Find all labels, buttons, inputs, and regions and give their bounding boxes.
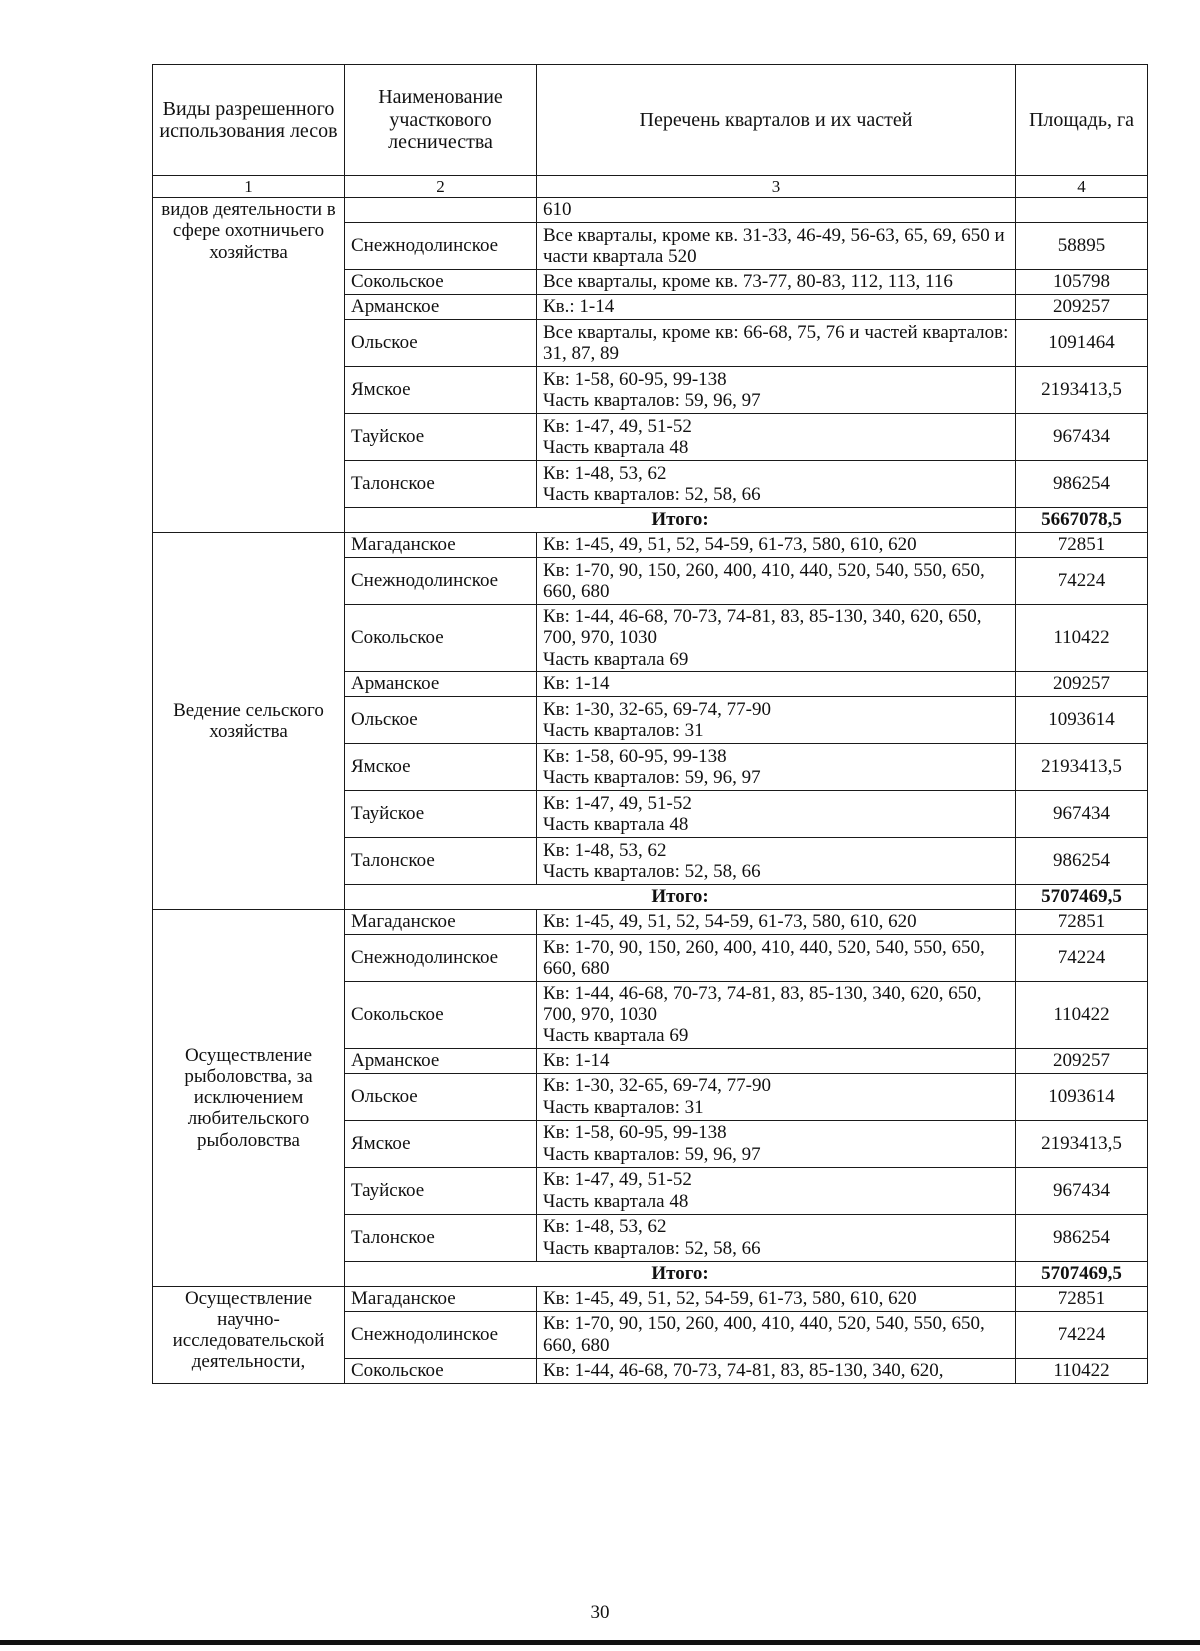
total-value: 5707469,5: [1016, 884, 1148, 909]
quarters-list-cell: Кв: 1-70, 90, 150, 260, 400, 410, 440, 520, 540, 550, 650, 660, 680: [537, 1311, 1016, 1358]
forestry-name-cell: [345, 198, 537, 223]
use-type-cell: Осуществление научно-исследовательской деятельности,: [153, 1286, 345, 1383]
forestry-name-cell: Ямское: [345, 367, 537, 414]
quarters-list-cell: Кв: 1-48, 53, 62 Часть кварталов: 52, 58, 66: [537, 1214, 1016, 1261]
forestry-name-cell: Талонское: [345, 1214, 537, 1261]
quarters-list-cell: Кв: 1-44, 46-68, 70-73, 74-81, 83, 85-130, 340, 620, 650, 700, 970, 1030 Часть квартала 69: [537, 981, 1016, 1048]
area-cell: 986254: [1016, 1214, 1148, 1261]
quarters-list-cell: Кв: 1-58, 60-95, 99-138 Часть кварталов: 59, 96, 97: [537, 743, 1016, 790]
forestry-name-cell: Тауйское: [345, 1167, 537, 1214]
use-type-cell: видов деятельности в сфере охотничьего хозяйства: [153, 198, 345, 533]
quarters-list-cell: Все кварталы, кроме кв. 73-77, 80-83, 112, 113, 116: [537, 270, 1016, 295]
quarters-list-cell: Кв: 1-30, 32-65, 69-74, 77-90 Часть кварталов: 31: [537, 696, 1016, 743]
area-cell: 72851: [1016, 1286, 1148, 1311]
forestry-name-cell: Арманское: [345, 1048, 537, 1073]
area-cell: 986254: [1016, 461, 1148, 508]
header-forestry-name: Наименование участкового лесничества: [345, 65, 537, 176]
forestry-name-cell: Сокольское: [345, 270, 537, 295]
quarters-list-cell: Кв: 1-45, 49, 51, 52, 54-59, 61-73, 580, 610, 620: [537, 533, 1016, 558]
forest-use-table: [152, 64, 1148, 1384]
use-type-cell: Осуществление рыболовства, за исключением любительского рыболовства: [153, 909, 345, 1286]
total-value: 5667078,5: [1016, 508, 1148, 533]
table-row: [153, 909, 1148, 934]
forestry-name-cell: Снежнодолинское: [345, 934, 537, 981]
area-cell: 2193413,5: [1016, 743, 1148, 790]
total-label: Итого:: [345, 1261, 1016, 1286]
quarters-list-cell: Кв: 1-44, 46-68, 70-73, 74-81, 83, 85-130, 340, 620, 650, 700, 970, 1030 Часть квартала 69: [537, 605, 1016, 672]
area-cell: [1016, 198, 1148, 223]
use-type-cell: Ведение сельского хозяйства: [153, 533, 345, 910]
header-area: Площадь, га: [1016, 65, 1148, 176]
forestry-name-cell: Тауйское: [345, 414, 537, 461]
area-cell: 105798: [1016, 270, 1148, 295]
quarters-list-cell: Кв: 1-48, 53, 62 Часть кварталов: 52, 58, 66: [537, 837, 1016, 884]
forestry-name-cell: Ольское: [345, 320, 537, 367]
quarters-list-cell: Кв: 1-14: [537, 671, 1016, 696]
forestry-name-cell: Магаданское: [345, 533, 537, 558]
area-cell: 110422: [1016, 981, 1148, 1048]
column-number-1: 1: [153, 176, 345, 198]
quarters-list-cell: Кв: 1-48, 53, 62 Часть кварталов: 52, 58, 66: [537, 461, 1016, 508]
table-row: [153, 1286, 1148, 1311]
area-cell: 1091464: [1016, 320, 1148, 367]
quarters-list-cell: Кв: 1-47, 49, 51-52 Часть квартала 48: [537, 414, 1016, 461]
forestry-name-cell: Снежнодолинское: [345, 223, 537, 270]
forestry-name-cell: Тауйское: [345, 790, 537, 837]
forestry-name-cell: Арманское: [345, 295, 537, 320]
forestry-name-cell: Ямское: [345, 1120, 537, 1167]
forestry-name-cell: Ольское: [345, 1073, 537, 1120]
bottom-rule: [0, 1640, 1200, 1645]
area-cell: 967434: [1016, 1167, 1148, 1214]
area-cell: 74224: [1016, 558, 1148, 605]
column-number-2: 2: [345, 176, 537, 198]
forestry-name-cell: Снежнодолинское: [345, 558, 537, 605]
forestry-name-cell: Талонское: [345, 837, 537, 884]
quarters-list-cell: Кв: 1-47, 49, 51-52 Часть квартала 48: [537, 790, 1016, 837]
forestry-name-cell: Снежнодолинское: [345, 1311, 537, 1358]
area-cell: 1093614: [1016, 1073, 1148, 1120]
area-cell: 209257: [1016, 671, 1148, 696]
forestry-name-cell: Сокольское: [345, 981, 537, 1048]
header-quarters-list: Перечень кварталов и их частей: [537, 65, 1016, 176]
header-use-type: Виды разрешенного использования лесов: [153, 65, 345, 176]
area-cell: 986254: [1016, 837, 1148, 884]
area-cell: 2193413,5: [1016, 1120, 1148, 1167]
forestry-name-cell: Сокольское: [345, 605, 537, 672]
table-row: [153, 198, 1148, 223]
quarters-list-cell: Кв: 1-58, 60-95, 99-138 Часть кварталов: 59, 96, 97: [537, 367, 1016, 414]
quarters-list-cell: 610: [537, 198, 1016, 223]
area-cell: 72851: [1016, 909, 1148, 934]
area-cell: 72851: [1016, 533, 1148, 558]
forestry-name-cell: Ольское: [345, 696, 537, 743]
table-row: [153, 533, 1148, 558]
forestry-name-cell: Магаданское: [345, 909, 537, 934]
quarters-list-cell: Кв: 1-30, 32-65, 69-74, 77-90 Часть кварталов: 31: [537, 1073, 1016, 1120]
quarters-list-cell: Кв.: 1-14: [537, 295, 1016, 320]
quarters-list-cell: Кв: 1-58, 60-95, 99-138 Часть кварталов: 59, 96, 97: [537, 1120, 1016, 1167]
total-value: 5707469,5: [1016, 1261, 1148, 1286]
forestry-name-cell: Магаданское: [345, 1286, 537, 1311]
quarters-list-cell: Кв: 1-44, 46-68, 70-73, 74-81, 83, 85-130, 340, 620,: [537, 1358, 1016, 1383]
area-cell: 1093614: [1016, 696, 1148, 743]
quarters-list-cell: Кв: 1-45, 49, 51, 52, 54-59, 61-73, 580, 610, 620: [537, 909, 1016, 934]
table-body: [153, 198, 1148, 1384]
area-cell: 110422: [1016, 1358, 1148, 1383]
area-cell: 110422: [1016, 605, 1148, 672]
area-cell: 2193413,5: [1016, 367, 1148, 414]
quarters-list-cell: Кв: 1-47, 49, 51-52 Часть квартала 48: [537, 1167, 1016, 1214]
quarters-list-cell: Кв: 1-45, 49, 51, 52, 54-59, 61-73, 580, 610, 620: [537, 1286, 1016, 1311]
total-label: Итого:: [345, 884, 1016, 909]
area-cell: 74224: [1016, 1311, 1148, 1358]
forestry-name-cell: Арманское: [345, 671, 537, 696]
quarters-list-cell: Все кварталы, кроме кв: 66-68, 75, 76 и частей кварталов: 31, 87, 89: [537, 320, 1016, 367]
quarters-list-cell: Кв: 1-14: [537, 1048, 1016, 1073]
area-cell: 967434: [1016, 790, 1148, 837]
quarters-list-cell: Кв: 1-70, 90, 150, 260, 400, 410, 440, 520, 540, 550, 650, 660, 680: [537, 934, 1016, 981]
area-cell: 209257: [1016, 295, 1148, 320]
area-cell: 74224: [1016, 934, 1148, 981]
forestry-name-cell: Ямское: [345, 743, 537, 790]
column-number-4: 4: [1016, 176, 1148, 198]
forestry-name-cell: Талонское: [345, 461, 537, 508]
table-column-numbers-row: [153, 176, 1148, 198]
table-header-row: [153, 65, 1148, 176]
quarters-list-cell: Кв: 1-70, 90, 150, 260, 400, 410, 440, 520, 540, 550, 650, 660, 680: [537, 558, 1016, 605]
area-cell: 209257: [1016, 1048, 1148, 1073]
quarters-list-cell: Все кварталы, кроме кв. 31-33, 46-49, 56-63, 65, 69, 650 и части квартала 520: [537, 223, 1016, 270]
forestry-name-cell: Сокольское: [345, 1358, 537, 1383]
area-cell: 967434: [1016, 414, 1148, 461]
total-label: Итого:: [345, 508, 1016, 533]
page-number: 30: [590, 1602, 610, 1623]
area-cell: 58895: [1016, 223, 1148, 270]
column-number-3: 3: [537, 176, 1016, 198]
